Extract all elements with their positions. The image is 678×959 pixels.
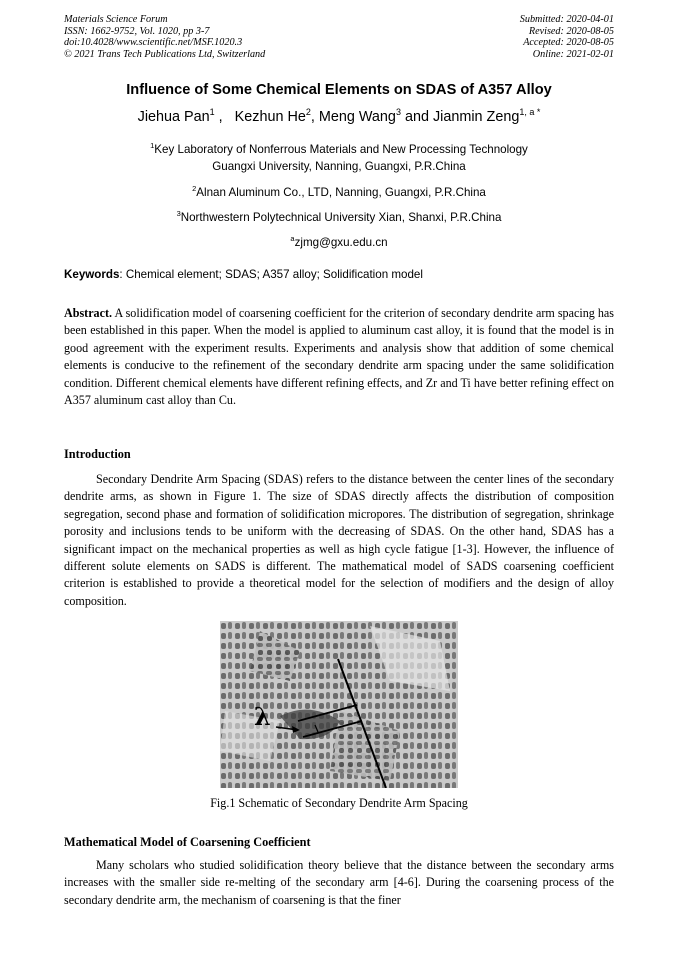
- sdas-micrograph: [220, 621, 458, 788]
- keywords: [64, 268, 423, 281]
- keywords-label: Keywords: [64, 268, 120, 281]
- affiliation-2: [40, 180, 638, 201]
- author-name: Kezhun He: [234, 108, 306, 125]
- author-separator: and: [400, 108, 433, 125]
- journal-name: Materials Science Forum: [64, 14, 168, 25]
- abstract: [64, 305, 614, 409]
- journal-header-right: [520, 14, 614, 60]
- figure-caption: Fig.1 Schematic of Secondary Dendrite Arm Spacing: [210, 796, 468, 810]
- affiliation-line: Alnan Aluminum Co., LTD, Nanning, Guangxi, P.R.China: [196, 185, 486, 199]
- journal-issn: ISSN: 1662-9752, Vol. 1020, pp 3-7: [64, 25, 210, 37]
- author-affil-mark: 3: [395, 107, 401, 117]
- affiliation-3: [40, 205, 638, 226]
- date-submitted: Submitted: 2020-04-01: [519, 14, 614, 25]
- affiliation-mark: a: [290, 234, 295, 243]
- author-name: Jiehua Pan: [137, 108, 210, 125]
- journal-copyright: © 2021 Trans Tech Publications Ltd, Switzerland: [64, 48, 266, 60]
- date-online: Online: 2021-02-01: [532, 48, 614, 60]
- lambda-symbol: λ: [254, 702, 271, 731]
- author-separator: ,: [310, 108, 319, 125]
- abstract-text: A solidification model of coarsening coefficient for the criterion of secondary dendrite arm spacing has been established in this paper. When the model is applied to aluminum cast alloy, it is found that the model is in good agreement with the experiment results. Experiments and analysis show that addition of some chemical elements is conducive to the refinement of the secondary dendrite arm spacing under the same solidification condition. Different chemical elements have different refining effects, and Zr and Ti have better refining effect on A357 aluminum cast alloy than Cu.: [64, 306, 614, 408]
- author-affil-mark: 2: [305, 107, 311, 117]
- affiliation-email: [40, 230, 638, 251]
- journal-header-left: [64, 14, 265, 60]
- affiliation-line: Guangxi University, Nanning, Guangxi, P.R.China: [212, 159, 466, 173]
- date-revised: Revised: 2020-08-05: [528, 25, 614, 37]
- affiliation-mark: 1: [150, 141, 155, 150]
- abstract-label: Abstract.: [64, 306, 113, 320]
- author-email: zjmg@gxu.edu.cn: [294, 235, 388, 249]
- model-paragraph: Many scholars who studied solidification theory believe that the distance between the secondary arms increases with the smaller side re-melting of the secondary arm [4-6]. During the coarsening process of the secondary dendrite arm, the mechanism of coarsening is that the finer: [64, 858, 614, 907]
- author-list: [40, 107, 638, 125]
- author-name: Meng Wang: [318, 108, 396, 125]
- introduction-heading: Introduction: [64, 447, 131, 461]
- date-accepted: Accepted: 2020-08-05: [523, 37, 614, 49]
- paper-title: Influence of Some Chemical Elements on SDAS of A357 Alloy: [126, 82, 552, 98]
- figure-1: [220, 621, 458, 788]
- author-affil-mark: 1: [209, 107, 215, 117]
- author-affil-mark: 1, a *: [519, 107, 541, 117]
- author-name: Jianmin Zeng: [432, 108, 520, 125]
- introduction-paragraph: Secondary Dendrite Arm Spacing (SDAS) refers to the distance between the center lines of the secondary dendrite arms, as shown in Figure 1. The size of SDAS directly affects the distribution of composition segregation, second phase and formation of solidification micropores. The distribution of segregation, shrinkage porosity and inclusions tends to be uniform with the decreasing of SDAS. On the other hand, SDAS has a significant impact on the mechanical properties as well as high cycle fatigue [1-3]. However, the influence of different solute elements on SADS is different. The mathematical model of SADS coarsening coefficient criterion is established to provide a theoretical model for the selection of modifiers and the design of alloy composition.: [64, 472, 614, 608]
- affiliation-line: Key Laboratory of Nonferrous Materials and New Processing Technology: [154, 142, 528, 156]
- author-separator: ,: [214, 108, 235, 125]
- affiliation-mark: 3: [176, 209, 181, 218]
- keywords-text: : Chemical element; SDAS; A357 alloy; Solidification model: [119, 268, 423, 281]
- model-heading: Mathematical Model of Coarsening Coefficient: [64, 835, 311, 849]
- journal-doi: doi:10.4028/www.scientific.net/MSF.1020.3: [64, 37, 243, 49]
- affiliation-1: [40, 137, 638, 175]
- affiliation-line: Northwestern Polytechnical University Xian, Shanxi, P.R.China: [180, 210, 502, 224]
- affiliation-mark: 2: [192, 184, 197, 193]
